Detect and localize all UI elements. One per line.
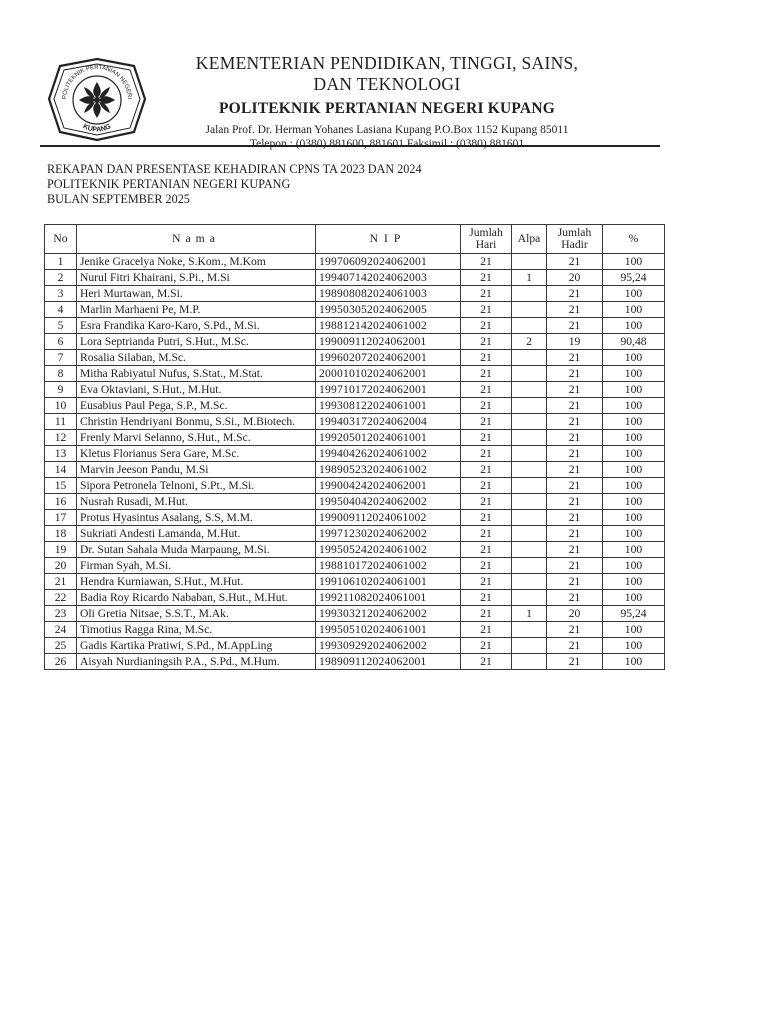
cell-alpa: 1	[512, 606, 547, 622]
cell-nama: Lora Septrianda Putri, S.Hut., M.Sc.	[77, 334, 316, 350]
table-row	[45, 526, 665, 542]
cell-nama: Marlin Marhaeni Pe, M.P.	[77, 302, 316, 318]
cell-persen: 100	[603, 414, 665, 430]
cell-jumlah-hari: 21	[461, 254, 512, 270]
table-row	[45, 302, 665, 318]
cell-jumlah-hadir: 21	[547, 318, 603, 334]
cell-jumlah-hari: 21	[461, 478, 512, 494]
cell-persen: 100	[603, 558, 665, 574]
cell-alpa	[512, 462, 547, 478]
cell-nama: Firman Syah, M.Si.	[77, 558, 316, 574]
cell-nama: Nurul Fitri Khairani, S.Pi., M.Si	[77, 270, 316, 286]
cell-jumlah-hari: 21	[461, 302, 512, 318]
cell-jumlah-hari: 21	[461, 334, 512, 350]
cell-jumlah-hari: 21	[461, 398, 512, 414]
table-row	[45, 606, 665, 622]
cell-alpa	[512, 254, 547, 270]
cell-jumlah-hadir: 21	[547, 462, 603, 478]
table-row	[45, 254, 665, 270]
cell-alpa	[512, 510, 547, 526]
cell-nama: Aisyah Nurdianingsih P.A., S.Pd., M.Hum.	[77, 654, 316, 670]
cell-alpa	[512, 558, 547, 574]
cell-nip: 198812142024061002	[316, 318, 461, 334]
letterhead-divider	[40, 145, 660, 147]
header-persen: %	[603, 225, 665, 254]
ministry-name-line2: DAN TEKNOLOGI	[313, 74, 461, 94]
cell-no: 26	[45, 654, 77, 670]
cell-jumlah-hadir: 20	[547, 270, 603, 286]
cell-jumlah-hari: 21	[461, 414, 512, 430]
cell-alpa	[512, 494, 547, 510]
cell-nama: Timotius Ragga Rina, M.Sc.	[77, 622, 316, 638]
table-row	[45, 574, 665, 590]
cell-persen: 100	[603, 494, 665, 510]
cell-jumlah-hari: 21	[461, 558, 512, 574]
letterhead-text	[152, 50, 622, 151]
cell-jumlah-hadir: 21	[547, 302, 603, 318]
cell-jumlah-hadir: 21	[547, 510, 603, 526]
cell-nip: 199504042024062002	[316, 494, 461, 510]
cell-persen: 100	[603, 574, 665, 590]
header-alpa: Alpa	[512, 225, 547, 254]
cell-alpa	[512, 366, 547, 382]
cell-jumlah-hadir: 21	[547, 638, 603, 654]
cell-no: 5	[45, 318, 77, 334]
cell-jumlah-hadir: 21	[547, 526, 603, 542]
cell-persen: 100	[603, 638, 665, 654]
cell-no: 1	[45, 254, 77, 270]
table-row	[45, 558, 665, 574]
cell-jumlah-hari: 21	[461, 494, 512, 510]
cell-nip: 199505242024061002	[316, 542, 461, 558]
cell-persen: 90,48	[603, 334, 665, 350]
cell-nama: Esra Frandika Karo-Karo, S.Pd., M.Si.	[77, 318, 316, 334]
cell-jumlah-hadir: 21	[547, 254, 603, 270]
cell-jumlah-hari: 21	[461, 366, 512, 382]
table-row	[45, 494, 665, 510]
header-nip: NIP	[316, 225, 461, 254]
cell-jumlah-hadir: 21	[547, 574, 603, 590]
cell-nip: 198810172024061002	[316, 558, 461, 574]
cell-alpa: 2	[512, 334, 547, 350]
cell-nama: Eusabius Paul Pega, S.P., M.Sc.	[77, 398, 316, 414]
table-row	[45, 590, 665, 606]
cell-jumlah-hari: 21	[461, 462, 512, 478]
institution-logo-icon	[46, 56, 148, 142]
cell-alpa	[512, 302, 547, 318]
table-row	[45, 430, 665, 446]
cell-jumlah-hari: 21	[461, 638, 512, 654]
header-jumlah-hadir: Jumlah Hadir	[547, 225, 603, 254]
cell-nip: 199211082024061001	[316, 590, 461, 606]
table-row	[45, 478, 665, 494]
cell-nama: Badia Roy Ricardo Nababan, S.Hut., M.Hut.	[77, 590, 316, 606]
header-nama: Nama	[77, 225, 316, 254]
cell-persen: 100	[603, 302, 665, 318]
cell-no: 10	[45, 398, 77, 414]
attendance-table	[44, 224, 665, 670]
cell-persen: 100	[603, 382, 665, 398]
table-row	[45, 318, 665, 334]
cell-nip: 199004242024062001	[316, 478, 461, 494]
cell-persen: 100	[603, 542, 665, 558]
cell-jumlah-hadir: 21	[547, 446, 603, 462]
cell-no: 8	[45, 366, 77, 382]
cell-nip: 199106102024061001	[316, 574, 461, 590]
cell-alpa	[512, 430, 547, 446]
table-row	[45, 462, 665, 478]
header-jumlah-hari: Jumlah Hari	[461, 225, 512, 254]
cell-no: 25	[45, 638, 77, 654]
table-row	[45, 270, 665, 286]
cell-jumlah-hadir: 21	[547, 350, 603, 366]
table-row	[45, 350, 665, 366]
cell-persen: 100	[603, 398, 665, 414]
cell-nip: 199009112024062001	[316, 334, 461, 350]
cell-persen: 95,24	[603, 606, 665, 622]
cell-alpa	[512, 654, 547, 670]
cell-nip: 199009112024061002	[316, 510, 461, 526]
cell-jumlah-hadir: 21	[547, 398, 603, 414]
cell-persen: 100	[603, 350, 665, 366]
cell-no: 22	[45, 590, 77, 606]
cell-persen: 95,24	[603, 270, 665, 286]
cell-nama: Oli Gretia Nitsae, S.S.T., M.Ak.	[77, 606, 316, 622]
cell-jumlah-hari: 21	[461, 542, 512, 558]
ministry-name-line1: KEMENTERIAN PENDIDIKAN, TINGGI, SAINS,	[195, 53, 579, 73]
cell-no: 9	[45, 382, 77, 398]
table-row	[45, 366, 665, 382]
cell-jumlah-hadir: 21	[547, 478, 603, 494]
cell-jumlah-hadir: 21	[547, 542, 603, 558]
cell-persen: 100	[603, 366, 665, 382]
cell-no: 13	[45, 446, 77, 462]
cell-nip: 198905232024061002	[316, 462, 461, 478]
document-title	[47, 162, 422, 207]
cell-alpa	[512, 350, 547, 366]
cell-nama: Eva Oktaviani, S.Hut., M.Hut.	[77, 382, 316, 398]
cell-nama: Nusrah Rusadi, M.Hut.	[77, 494, 316, 510]
cell-jumlah-hari: 21	[461, 318, 512, 334]
cell-nip: 199309292024062002	[316, 638, 461, 654]
cell-nip: 199407142024062003	[316, 270, 461, 286]
cell-jumlah-hari: 21	[461, 622, 512, 638]
cell-alpa	[512, 382, 547, 398]
cell-jumlah-hadir: 21	[547, 622, 603, 638]
cell-alpa	[512, 398, 547, 414]
cell-alpa	[512, 638, 547, 654]
cell-no: 19	[45, 542, 77, 558]
cell-jumlah-hadir: 21	[547, 382, 603, 398]
cell-no: 6	[45, 334, 77, 350]
cell-jumlah-hadir: 21	[547, 494, 603, 510]
cell-nama: Heri Murtawan, M.Si.	[77, 286, 316, 302]
cell-nip: 199503052024062005	[316, 302, 461, 318]
cell-jumlah-hari: 21	[461, 526, 512, 542]
cell-persen: 100	[603, 462, 665, 478]
cell-persen: 100	[603, 478, 665, 494]
cell-nip: 198908082024061003	[316, 286, 461, 302]
table-row	[45, 542, 665, 558]
cell-nip: 199706092024062001	[316, 254, 461, 270]
cell-nip: 199205012024061001	[316, 430, 461, 446]
cell-nama: Jenike Gracelya Noke, S.Kom., M.Kom	[77, 254, 316, 270]
table-row	[45, 510, 665, 526]
cell-no: 23	[45, 606, 77, 622]
title-line-2: POLITEKNIK PERTANIAN NEGERI KUPANG	[47, 177, 291, 191]
cell-jumlah-hari: 21	[461, 654, 512, 670]
cell-jumlah-hari: 21	[461, 510, 512, 526]
cell-no: 20	[45, 558, 77, 574]
table-row	[45, 382, 665, 398]
header-no: No	[45, 225, 77, 254]
cell-nama: Mitha Rabiyatul Nufus, S.Stat., M.Stat.	[77, 366, 316, 382]
cell-nama: Frenly Marvi Selanno, S.Hut., M.Sc.	[77, 430, 316, 446]
cell-jumlah-hadir: 21	[547, 654, 603, 670]
table-row	[45, 654, 665, 670]
cell-alpa	[512, 526, 547, 542]
cell-nip: 200010102024062001	[316, 366, 461, 382]
cell-alpa	[512, 446, 547, 462]
cell-persen: 100	[603, 510, 665, 526]
svg-text:KUPANG: KUPANG	[81, 123, 113, 134]
cell-alpa	[512, 318, 547, 334]
cell-nip: 199308122024061001	[316, 398, 461, 414]
cell-nip: 199710172024062001	[316, 382, 461, 398]
cell-jumlah-hari: 21	[461, 446, 512, 462]
cell-no: 12	[45, 430, 77, 446]
cell-persen: 100	[603, 318, 665, 334]
cell-nip: 199403172024062004	[316, 414, 461, 430]
cell-jumlah-hadir: 21	[547, 286, 603, 302]
cell-no: 14	[45, 462, 77, 478]
cell-nama: Gadis Kartika Pratiwi, S.Pd., M.AppLing	[77, 638, 316, 654]
cell-persen: 100	[603, 430, 665, 446]
cell-jumlah-hari: 21	[461, 270, 512, 286]
cell-jumlah-hadir: 20	[547, 606, 603, 622]
cell-jumlah-hari: 21	[461, 350, 512, 366]
table-row	[45, 398, 665, 414]
cell-persen: 100	[603, 254, 665, 270]
cell-no: 18	[45, 526, 77, 542]
letterhead	[40, 50, 716, 150]
cell-alpa	[512, 574, 547, 590]
cell-nama: Marvin Jeeson Pandu, M.Si	[77, 462, 316, 478]
institution-address: Jalan Prof. Dr. Herman Yohanes Lasiana Kupang P.O.Box 1152 Kupang 85011	[205, 124, 569, 136]
cell-jumlah-hari: 21	[461, 286, 512, 302]
cell-no: 2	[45, 270, 77, 286]
cell-nama: Dr. Sutan Sahala Muda Marpaung, M.Si.	[77, 542, 316, 558]
table-row	[45, 414, 665, 430]
cell-alpa	[512, 590, 547, 606]
cell-no: 24	[45, 622, 77, 638]
title-line-3: BULAN SEPTEMBER 2025	[47, 192, 190, 206]
cell-alpa	[512, 478, 547, 494]
table-row	[45, 334, 665, 350]
cell-jumlah-hari: 21	[461, 430, 512, 446]
cell-no: 7	[45, 350, 77, 366]
institution-phone: Telepon : (0380) 881600, 881601 Faksimil : (0380) 881601	[249, 138, 525, 150]
cell-nama: Protus Hyasintus Asalang, S.S, M.M.	[77, 510, 316, 526]
cell-nip: 199505102024061001	[316, 622, 461, 638]
cell-persen: 100	[603, 526, 665, 542]
institution-name: POLITEKNIK PERTANIAN NEGERI KUPANG	[219, 100, 555, 117]
cell-nama: Kletus Florianus Sera Gare, M.Sc.	[77, 446, 316, 462]
cell-persen: 100	[603, 622, 665, 638]
cell-jumlah-hari: 21	[461, 574, 512, 590]
cell-nama: Rosalia Silaban, M.Sc.	[77, 350, 316, 366]
cell-jumlah-hari: 21	[461, 590, 512, 606]
cell-alpa: 1	[512, 270, 547, 286]
cell-alpa	[512, 286, 547, 302]
cell-persen: 100	[603, 286, 665, 302]
cell-nama: Christin Hendriyani Bonmu, S.Si., M.Biotech.	[77, 414, 316, 430]
cell-no: 17	[45, 510, 77, 526]
cell-alpa	[512, 542, 547, 558]
cell-nama: Hendra Kurniawan, S.Hut., M.Hut.	[77, 574, 316, 590]
table-body	[45, 254, 665, 670]
cell-no: 16	[45, 494, 77, 510]
cell-jumlah-hari: 21	[461, 382, 512, 398]
cell-alpa	[512, 622, 547, 638]
cell-jumlah-hari: 21	[461, 606, 512, 622]
svg-text:POLITEKNIK PERTANIAN NEGERI: POLITEKNIK PERTANIAN NEGERI	[61, 64, 132, 100]
cell-no: 21	[45, 574, 77, 590]
cell-jumlah-hadir: 21	[547, 366, 603, 382]
cell-jumlah-hadir: 21	[547, 590, 603, 606]
cell-persen: 100	[603, 590, 665, 606]
cell-jumlah-hadir: 21	[547, 430, 603, 446]
cell-persen: 100	[603, 446, 665, 462]
table-row	[45, 286, 665, 302]
cell-no: 15	[45, 478, 77, 494]
cell-nip: 199712302024062002	[316, 526, 461, 542]
cell-nip: 198909112024062001	[316, 654, 461, 670]
cell-persen: 100	[603, 654, 665, 670]
table-row	[45, 446, 665, 462]
cell-nip: 199404262024061002	[316, 446, 461, 462]
cell-no: 3	[45, 286, 77, 302]
cell-nama: Sukriati Andesti Lamanda, M.Hut.	[77, 526, 316, 542]
title-line-1: REKAPAN DAN PRESENTASE KEHADIRAN CPNS TA 2023 DAN 2024	[47, 162, 422, 176]
cell-nip: 199303212024062002	[316, 606, 461, 622]
table-row	[45, 638, 665, 654]
cell-nip: 199602072024062001	[316, 350, 461, 366]
table-header-row	[45, 225, 665, 254]
cell-jumlah-hadir: 21	[547, 558, 603, 574]
table-row	[45, 622, 665, 638]
cell-no: 11	[45, 414, 77, 430]
cell-nama: Sipora Petronela Telnoni, S.Pt., M.Si.	[77, 478, 316, 494]
cell-alpa	[512, 414, 547, 430]
cell-no: 4	[45, 302, 77, 318]
cell-jumlah-hadir: 19	[547, 334, 603, 350]
cell-jumlah-hadir: 21	[547, 414, 603, 430]
